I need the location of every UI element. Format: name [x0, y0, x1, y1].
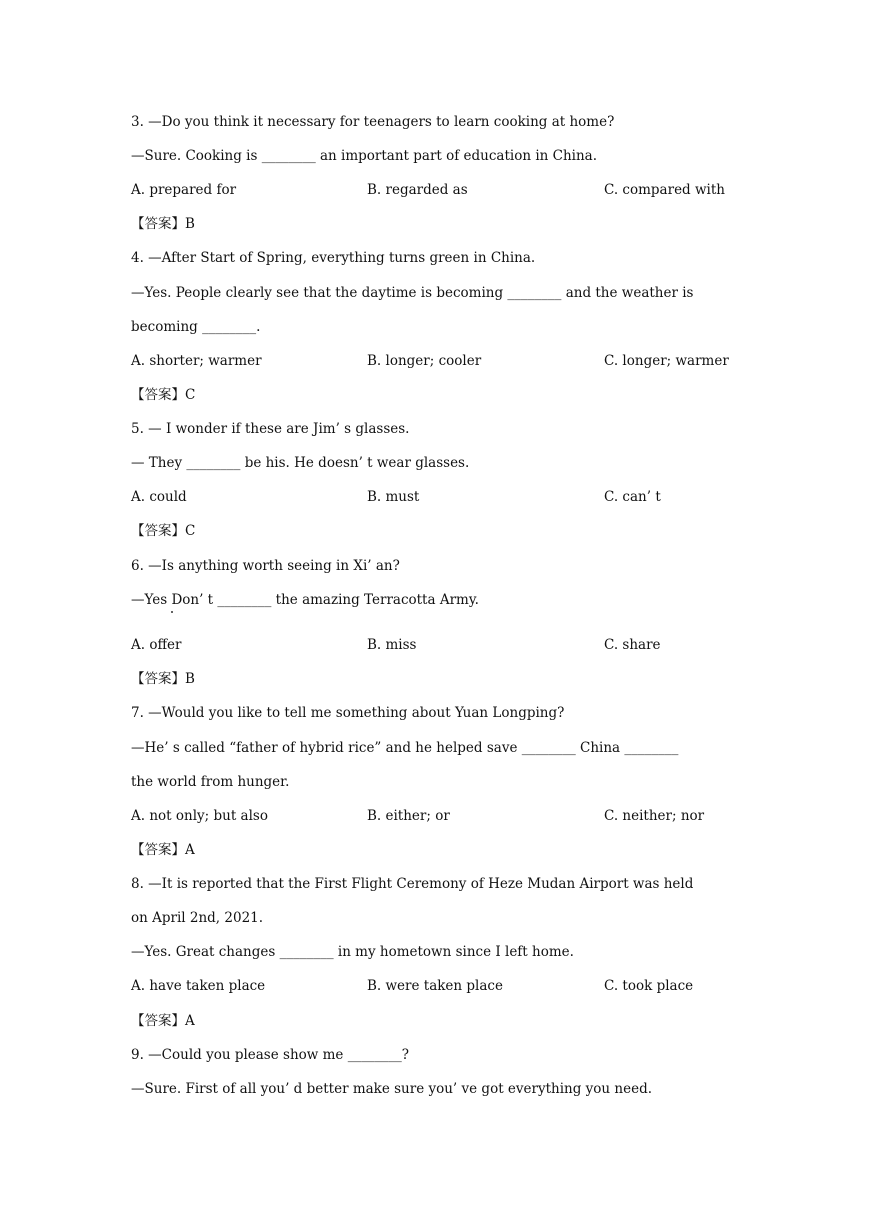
- q5-option-a: A. could: [131, 489, 187, 505]
- q7-stem-line-1: 7. —Would you like to tell me something about Yuan Longping?: [131, 705, 565, 721]
- q8-option-c: C. took place: [604, 978, 694, 994]
- q8-option-b: B. were taken place: [367, 978, 503, 994]
- q3-stem-line-2: —Sure. Cooking is ________ an important part of education in China.: [131, 148, 598, 164]
- q3-option-a: A. prepared for: [131, 182, 237, 198]
- q4-stem-line-2: —Yes. People clearly see that the daytime is becoming ________ and the weather is: [131, 285, 694, 301]
- punctuation-dot: [171, 611, 173, 613]
- q7-answer: 【答案】A: [131, 842, 195, 858]
- q9-stem-line-1: 9. —Could you please show me ________?: [131, 1047, 409, 1063]
- q8-option-a: A. have taken place: [131, 978, 266, 994]
- q7-option-c: C. neither; nor: [604, 808, 705, 824]
- q9-stem-line-2: —Sure. First of all you’ d better make sure you’ ve got everything you need.: [131, 1081, 653, 1097]
- q6-option-a: A. offer: [131, 637, 182, 653]
- q6-option-c: C. share: [604, 637, 661, 653]
- q3-option-b: B. regarded as: [367, 182, 468, 198]
- q4-stem-line-3: becoming ________.: [131, 319, 261, 335]
- q8-stem-line-3: —Yes. Great changes ________ in my hometown since I left home.: [131, 944, 574, 960]
- q6-answer: 【答案】B: [131, 671, 195, 687]
- q4-stem-line-1: 4. —After Start of Spring, everything turns green in China.: [131, 250, 536, 266]
- q7-option-a: A. not only; but also: [131, 808, 268, 824]
- q6-stem-line-2: —Yes Don’ t ________ the amazing Terracotta Army.: [131, 592, 479, 608]
- q5-stem-line-1: 5. — I wonder if these are Jim’ s glasses.: [131, 421, 410, 437]
- q4-option-a: A. shorter; warmer: [131, 353, 262, 369]
- q4-option-b: B. longer; cooler: [367, 353, 482, 369]
- q5-option-b: B. must: [367, 489, 420, 505]
- q7-option-b: B. either; or: [367, 808, 450, 824]
- q3-option-c: C. compared with: [604, 182, 725, 198]
- q8-answer: 【答案】A: [131, 1013, 195, 1029]
- q4-answer: 【答案】C: [131, 387, 196, 403]
- q3-answer: 【答案】B: [131, 216, 195, 232]
- q5-option-c: C. can’ t: [604, 489, 661, 505]
- q3-stem-line-1: 3. —Do you think it necessary for teenagers to learn cooking at home?: [131, 114, 615, 130]
- q6-stem-line-1: 6. —Is anything worth seeing in Xi’ an?: [131, 558, 400, 574]
- q4-option-c: C. longer; warmer: [604, 353, 729, 369]
- q5-stem-line-2: — They ________ be his. He doesn’ t wear glasses.: [131, 455, 470, 471]
- q8-stem-line-2: on April 2nd, 2021.: [131, 910, 264, 926]
- q7-stem-line-3: the world from hunger.: [131, 774, 290, 790]
- q6-option-b: B. miss: [367, 637, 417, 653]
- q5-answer: 【答案】C: [131, 523, 196, 539]
- q8-stem-line-1: 8. —It is reported that the First Flight Ceremony of Heze Mudan Airport was held: [131, 876, 694, 892]
- q7-stem-line-2: —He’ s called “father of hybrid rice” and he helped save ________ China ________: [131, 740, 679, 756]
